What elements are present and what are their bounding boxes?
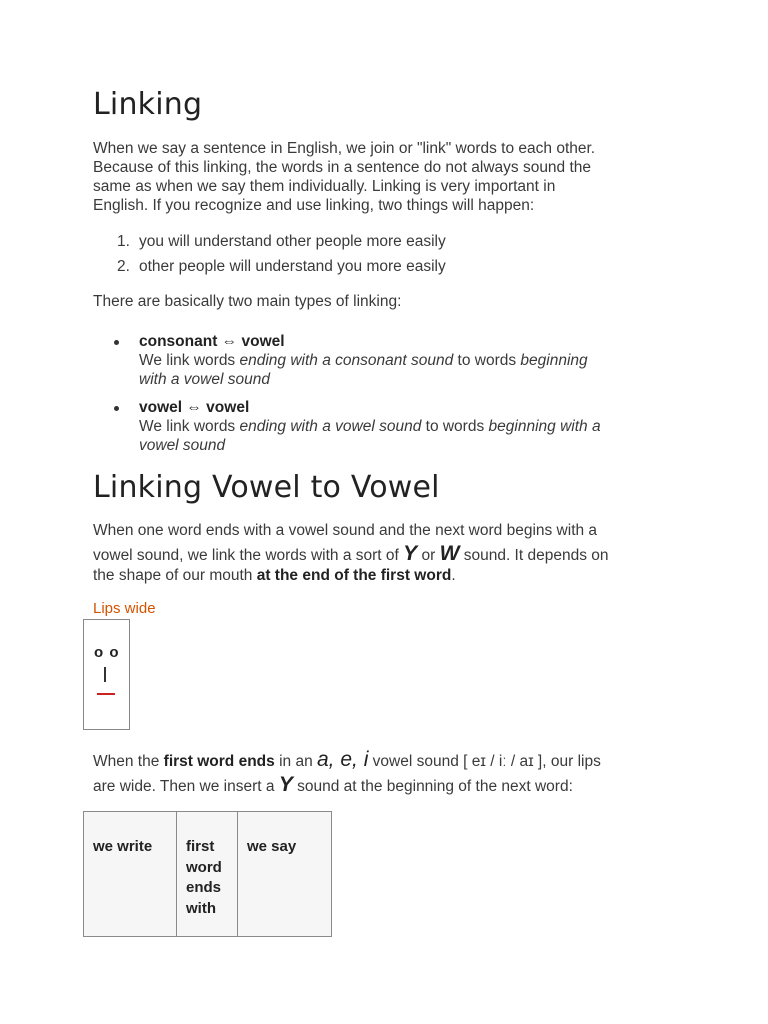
list-number: 2. bbox=[117, 258, 130, 275]
heading-linking: Linking bbox=[93, 87, 203, 122]
linking-type-desc-cont: vowel sound bbox=[139, 437, 226, 454]
table-header-we-say: we say bbox=[238, 812, 332, 937]
lips-wide-face-icon bbox=[83, 619, 130, 730]
linking-type-item bbox=[139, 398, 699, 455]
linking-type-desc-cont: with a vowel sound bbox=[139, 371, 270, 388]
intro-line: When we say a sentence in English, we join or "link" words to each other. bbox=[93, 140, 596, 157]
heading-linking-vowel-to-vowel: Linking Vowel to Vowel bbox=[93, 470, 440, 505]
paragraph-line: are wide. Then we insert a Y sound at the beginning of the next word: bbox=[93, 773, 573, 796]
intro-line: Because of this linking, the words in a sentence do not always sound the bbox=[93, 159, 592, 176]
intro-line: English. If you recognize and use linking, two things will happen: bbox=[93, 197, 535, 214]
face-nose bbox=[104, 667, 106, 682]
bullet-icon bbox=[114, 406, 119, 411]
table-header-first-word-ends-with: first word ends with bbox=[177, 812, 238, 937]
linking-type-desc: We link words ending with a consonant sound to words beginning bbox=[139, 352, 588, 369]
linking-type-desc: We link words ending with a vowel sound to words beginning with a bbox=[139, 418, 601, 435]
table-header-we-write: we write bbox=[84, 812, 177, 937]
types-intro: There are basically two main types of linking: bbox=[93, 293, 402, 310]
list-text: other people will understand you more easily bbox=[139, 258, 446, 275]
bullet-icon bbox=[114, 340, 119, 345]
face-mouth-wide bbox=[97, 693, 115, 695]
table-header-row bbox=[84, 812, 332, 937]
y-letter: Y bbox=[278, 773, 293, 796]
list-number: 1. bbox=[117, 233, 130, 250]
paragraph-line: the shape of our mouth at the end of the first word. bbox=[93, 567, 456, 584]
vowel-paragraph bbox=[93, 519, 713, 587]
list-item bbox=[117, 232, 677, 257]
linking-type-item bbox=[139, 332, 699, 389]
y-letter: Y bbox=[403, 542, 418, 565]
numbered-list bbox=[117, 232, 677, 282]
linking-type-title: vowel ⇔ vowel bbox=[139, 399, 250, 416]
face-eyes: o o bbox=[94, 644, 120, 661]
paragraph-line: When the first word ends in an a, e, i vowel sound [ eɪ / iː / aɪ ], our lips bbox=[93, 748, 601, 771]
paragraph-line: vowel sound, we link the words with a sort of Y or W sound. It depends on bbox=[93, 542, 609, 565]
intro-line: same as when we say them individually. Linking is very important in bbox=[93, 178, 556, 195]
lips-wide-label: Lips wide bbox=[93, 600, 156, 617]
lips-wide-paragraph bbox=[93, 748, 713, 798]
list-text: you will understand other people more easily bbox=[139, 233, 446, 250]
intro-paragraph bbox=[93, 139, 693, 215]
list-item bbox=[117, 257, 677, 282]
vowel-letters: a, e, i bbox=[317, 748, 369, 771]
linking-type-title: consonant ⇔ vowel bbox=[139, 333, 285, 350]
paragraph-line: When one word ends with a vowel sound and the next word begins with a bbox=[93, 522, 598, 539]
w-letter: W bbox=[439, 542, 460, 565]
examples-table bbox=[83, 811, 332, 937]
